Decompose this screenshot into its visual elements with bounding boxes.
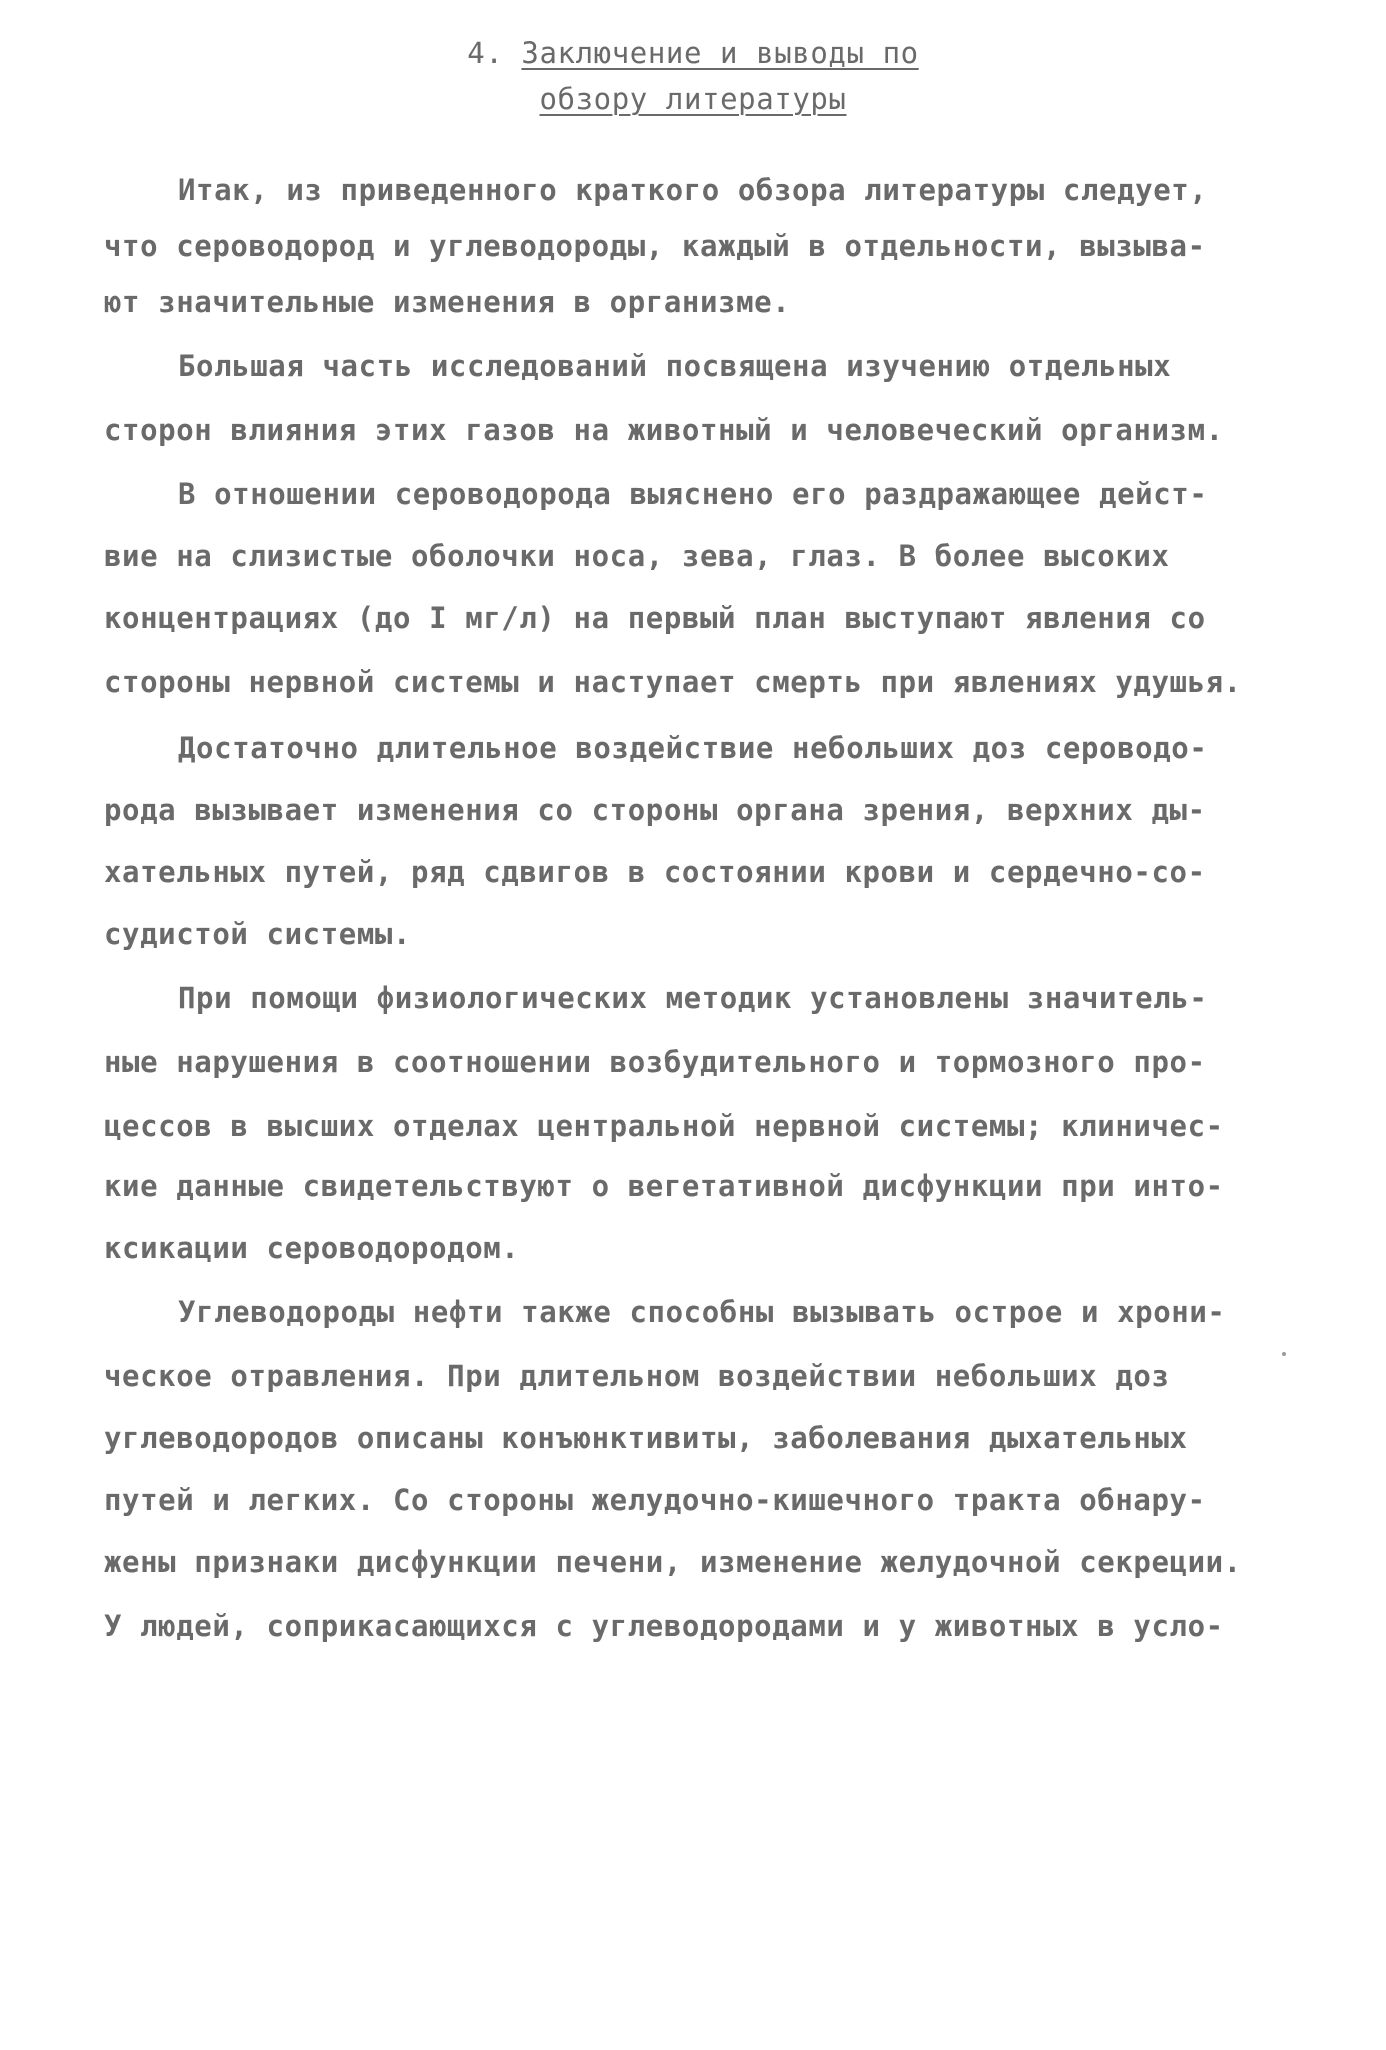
text-line: цессов в высших отделах центральной нервной системы; клиничес- <box>104 1109 1224 1143</box>
section-number: 4. <box>467 36 504 70</box>
text-line: рода вызывает изменения со стороны органа зрения, верхних ды- <box>104 793 1206 827</box>
text-line: хательных путей, ряд сдвигов в состоянии крови и сердечно-со- <box>104 855 1206 889</box>
heading-line-2 <box>0 76 1386 122</box>
section-title-part-1: Заключение и выводы по <box>521 36 919 70</box>
text-line: ные нарушения в соотношении возбудительного и тормозного про- <box>104 1045 1206 1079</box>
text-line: При помощи физиологических методик установлены значитель- <box>178 981 1208 1015</box>
paper-speck <box>1282 1352 1286 1356</box>
text-line: ческое отравления. При длительном воздействии небольших доз <box>104 1359 1170 1393</box>
section-title-part-2: обзору литературы <box>539 82 847 116</box>
text-line: углеводородов описаны конъюнктивиты, заболевания дыхательных <box>104 1421 1188 1455</box>
text-line: В отношении сероводорода выяснено его раздражающее дейст- <box>178 477 1208 511</box>
text-line: концентрациях (до I мг/л) на первый план выступают явления со <box>104 601 1206 635</box>
text-line: Итак, из приведенного краткого обзора литературы следует, <box>178 173 1208 207</box>
heading-line-1 <box>0 30 1386 76</box>
section-heading <box>0 30 1386 122</box>
text-line: жены признаки дисфункции печени, изменение желудочной секреции. <box>104 1545 1242 1579</box>
text-line: сторон влияния этих газов на животный и человеческий организм. <box>104 413 1224 447</box>
text-line: ксикации сероводородом. <box>104 1231 520 1265</box>
text-line: ют значительные изменения в организме. <box>104 285 791 319</box>
text-line: что сероводород и углеводороды, каждый в отдельности, вызыва- <box>104 229 1206 263</box>
text-line: У людей, соприкасающихся с углеводородами и у животных в усло- <box>104 1609 1224 1643</box>
text-line: Углеводороды нефти также способны вызывать острое и хрони- <box>178 1295 1226 1329</box>
text-line: кие данные свидетельствуют о вегетативной дисфункции при инто- <box>104 1169 1224 1203</box>
text-line: стороны нервной системы и наступает смерть при явлениях удушья. <box>104 665 1242 699</box>
text-line: Большая часть исследований посвящена изучению отдельных <box>178 349 1172 383</box>
text-line: вие на слизистые оболочки носа, зева, глаз. В более высоких <box>104 539 1170 573</box>
text-line: судистой системы. <box>104 917 412 951</box>
text-line: путей и легких. Со стороны желудочно-кишечного тракта обнару- <box>104 1483 1206 1517</box>
text-line: Достаточно длительное воздействие небольших доз сероводо- <box>178 731 1208 765</box>
